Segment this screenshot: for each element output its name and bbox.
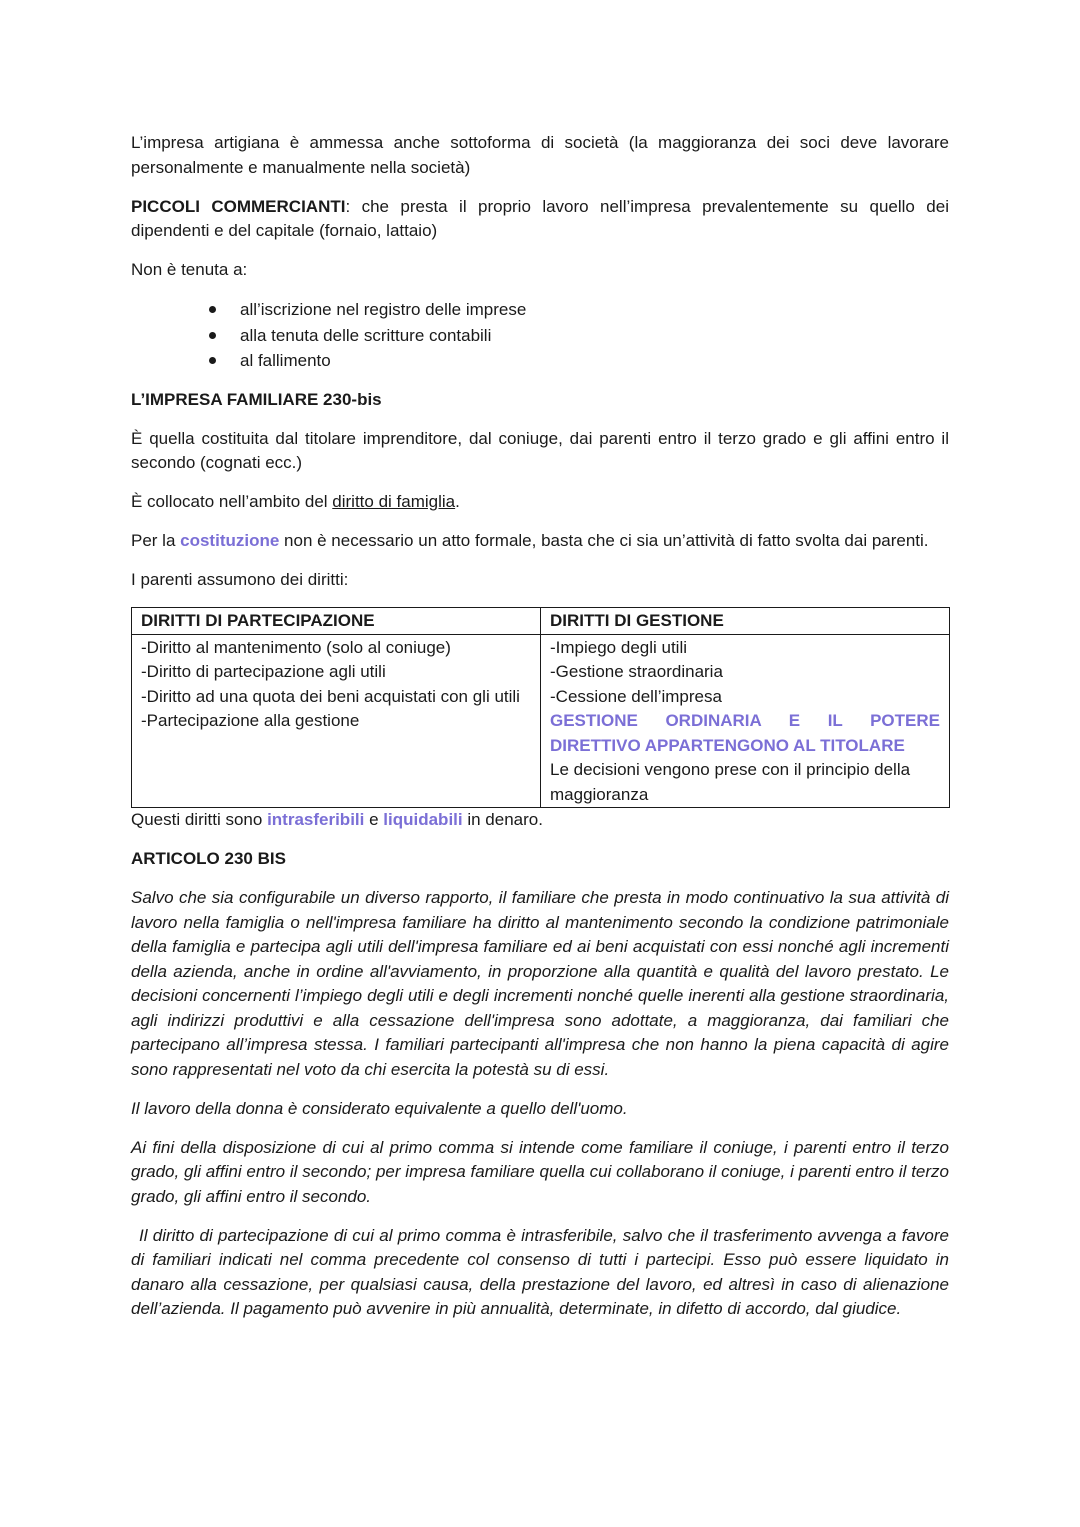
non-tenuta-paragraph: Non è tenuta a: (131, 260, 248, 279)
intro-paragraph: L’impresa artigiana è ammessa anche sottoforma di società (la maggioranza dei soci deve lavorare personalmente e manualmente nella società) (131, 133, 949, 177)
intrasferibili-post: in denaro. (462, 810, 543, 829)
decisioni-note: Le decisioni vengono prese con il principio della maggioranza (550, 760, 911, 804)
partecipazione-cell (132, 634, 541, 808)
diritti-intro-paragraph: I parenti assumono dei diritti: (131, 570, 349, 589)
list-item: all’iscrizione nel registro delle imprese (240, 297, 949, 323)
intrasferibili-highlight: intrasferibili (267, 810, 365, 829)
table-cell-item: -Impiego degli utili (550, 637, 688, 657)
list-item: alla tenuta delle scritture contabili (240, 323, 949, 349)
table-cell-item: -Partecipazione alla gestione (141, 711, 360, 730)
table-cell-item: -Gestione straordinaria (550, 662, 723, 681)
liquidabili-highlight: liquidabili (383, 810, 463, 829)
table-cell-item: -Diritto al mantenimento (solo al coniuge) (141, 637, 451, 657)
costituzione-paragraph (131, 529, 949, 554)
table-header-gestione: DIRITTI DI GESTIONE (541, 608, 950, 635)
table-cell-item: -Diritto di partecipazione agli utili (141, 662, 386, 681)
document-body (131, 131, 949, 1336)
intrasferibili-paragraph (131, 808, 949, 833)
diritto-famiglia-underlined: diritto di famiglia (332, 492, 456, 511)
list-item: al fallimento (240, 348, 949, 374)
table-header-partecipazione: DIRITTI DI PARTECIPAZIONE (132, 608, 541, 635)
costituzione-highlight: costituzione (180, 531, 280, 550)
article-paragraph: Il diritto di partecipazione di cui al primo comma è intrasferibile, salvo che il trasferimento avvenga a favore di familiari indicati nel comma precedente col consenso di tutti i partecipi. Esso può essere liquidato in danaro alla cessazione, per qualsiasi causa, della prestazione del lavoro, ed altresì in caso di alienazione dell’azienda. Il pagamento può avvenire in più annualità, determinate, in difetto di accordo, dal giudice. (131, 1225, 949, 1318)
heading-impresa-familiare: L’IMPRESA FAMILIARE 230-bis (131, 389, 382, 409)
rights-table (131, 607, 950, 808)
table-cell-item: -Diritto ad una quota dei beni acquistati con gli utili (141, 686, 520, 706)
article-text (131, 886, 949, 1322)
collocato-post: . (455, 492, 460, 511)
piccoli-commercianti-label: PICCOLI COMMERCIANTI (131, 196, 346, 216)
collocato-pre: È collocato nell’ambito del (131, 492, 333, 511)
gestione-cell (541, 634, 950, 808)
article-paragraph: Ai fini della disposizione di cui al primo comma si intende come familiare il coniuge, i parenti entro il terzo grado, gli affini entro il secondo; per impresa familiare quella cui collaborano il coniuge, i parenti entro il terzo grado, gli affini entro il secondo. (131, 1137, 949, 1206)
piccoli-commercianti-text: : che presta il proprio lavoro nell’impresa prevalentemente su quello dei dipendenti e del capitale (fornaio, lattaio) (131, 196, 949, 240)
table-cell-item: -Cessione dell’impresa (550, 686, 722, 706)
article-paragraph: Salvo che sia configurabile un diverso rapporto, il familiare che presta in modo continuativo la sua attività di lavoro nella famiglia o nell'impresa familiare ha diritto al mantenimento secondo la condizione patrimoniale della famiglia e partecipa agli utili dell'impresa familiare ed ai beni acquistati con essi nonché agli incrementi della azienda, anche in ordine all'avviamento, in proporzione alla quantità e qualità del lavoro prestato. Le decisioni concernenti l’impiego degli utili e degli incrementi nonché quelle inerenti alla gestione straordinaria, agli indirizzi produttivi e alla cessazione dell'impresa sono adottate, a maggioranza, dai familiari che partecipano all’impresa stessa. I familiari partecipanti all'impresa che non hanno la piena capacità di agire sono rappresentati nel voto da chi esercita la potestà su di essi. (131, 888, 949, 1079)
gestione-ordinaria-highlight: GESTIONE ORDINARIA E IL POTERE DIRETTIVO APPARTENGONO AL TITOLARE (550, 711, 940, 755)
table-row (132, 634, 950, 808)
intrasferibili-pre: Questi diritti sono (131, 810, 268, 829)
piccoli-commercianti-paragraph (131, 195, 949, 244)
obligations-list (131, 297, 949, 374)
article-paragraph: Il lavoro della donna è considerato equivalente a quello dell'uomo. (131, 1098, 628, 1118)
costituzione-post: non è necessario un atto formale, basta che ci sia un’attività di fatto svolta dai parenti. (279, 531, 929, 550)
definition-paragraph: È quella costituita dal titolare imprenditore, dal coniuge, dai parenti entro il terzo grado e gli affini entro il secondo (cognati ecc.) (131, 428, 949, 472)
costituzione-pre: Per la (131, 531, 181, 550)
table-header-row (132, 608, 950, 635)
collocato-paragraph (131, 490, 949, 515)
intrasferibili-mid: e (364, 810, 384, 829)
heading-articolo: ARTICOLO 230 BIS (131, 849, 286, 868)
